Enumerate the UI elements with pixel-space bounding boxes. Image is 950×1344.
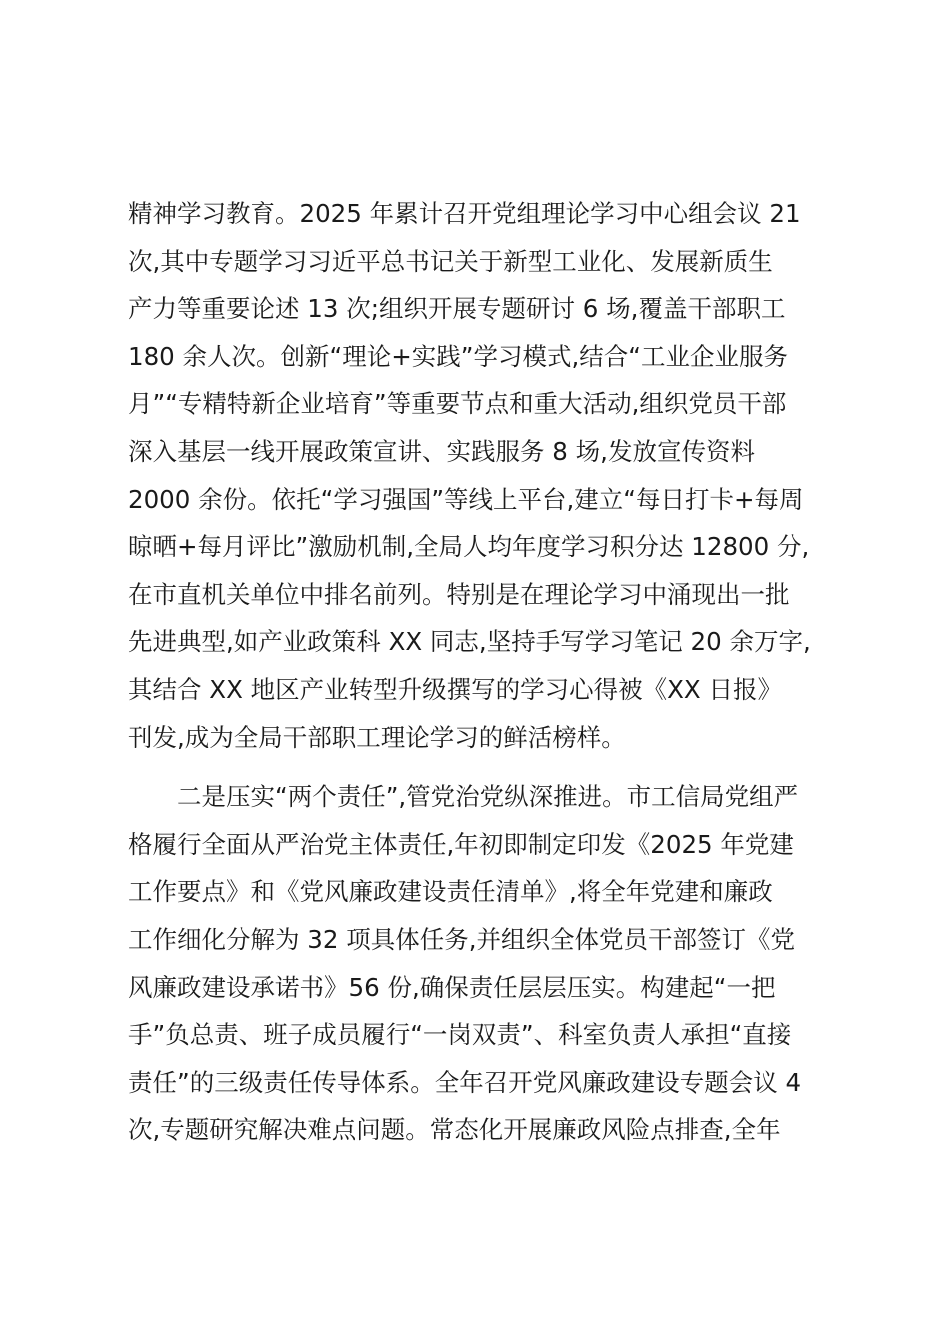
text-line: 在市直机关单位中排名前列。特别是在理论学习中涌现出一批 — [128, 579, 790, 609]
text-line: 晾晒+每月评比”激励机制,全局人均年度学习积分达 12800 分, — [128, 532, 810, 562]
text-line: 刊发,成为全局干部职工理论学习的鲜活榜样。 — [128, 722, 626, 752]
text-line: 格履行全面从严治党主体责任,年初即制定印发《2025 年党建 — [128, 829, 794, 859]
paragraph-gap — [128, 761, 828, 773]
text-line: 深入基层一线开展政策宣讲、实践服务 8 场,发放宣传资料 — [128, 436, 755, 466]
text-line: 次,专题研究解决难点问题。常态化开展廉政风险点排查,全年 — [128, 1115, 781, 1145]
text-line: 180 余人次。创新“理论+实践”学习模式,结合“工业企业服务 — [128, 341, 788, 371]
text-line: 2000 余份。依托“学习强国”等线上平台,建立“每日打卡+每周 — [128, 484, 804, 514]
paragraph-1 — [128, 190, 828, 761]
paragraph-2 — [128, 773, 828, 1154]
text-line: 二是压实“两个责任”,管党治党纵深推进。市工信局党组严 — [177, 782, 799, 812]
text-line: 风廉政建设承诺书》56 份,确保责任层层压实。构建起“一把 — [128, 972, 776, 1002]
document-body — [128, 190, 828, 1154]
text-line: 先进典型,如产业政策科 XX 同志,坚持手写学习笔记 20 余万字, — [128, 627, 811, 657]
text-line: 工作细化分解为 32 项具体任务,并组织全体党员干部签订《党 — [128, 924, 796, 954]
text-line: 责任”的三级责任传导体系。全年召开党风廉政建设专题会议 4 — [128, 1067, 802, 1097]
text-line: 次,其中专题学习习近平总书记关于新型工业化、发展新质生 — [128, 246, 773, 276]
text-line: 手”负总责、班子成员履行“一岗双责”、科室负责人承担“直接 — [128, 1020, 792, 1050]
text-line: 精神学习教育。2025 年累计召开党组理论学习中心组会议 21 — [128, 199, 801, 228]
text-line: 月”“专精特新企业培育”等重要节点和重大活动,组织党员干部 — [128, 389, 787, 419]
text-line: 工作要点》和《党风廉政建设责任清单》,将全年党建和廉政 — [128, 877, 773, 907]
text-line: 产力等重要论述 13 次;组织开展专题研讨 6 场,覆盖干部职工 — [128, 294, 786, 324]
text-line: 其结合 XX 地区产业转型升级撰写的学习心得被《XX 日报》 — [128, 674, 782, 704]
